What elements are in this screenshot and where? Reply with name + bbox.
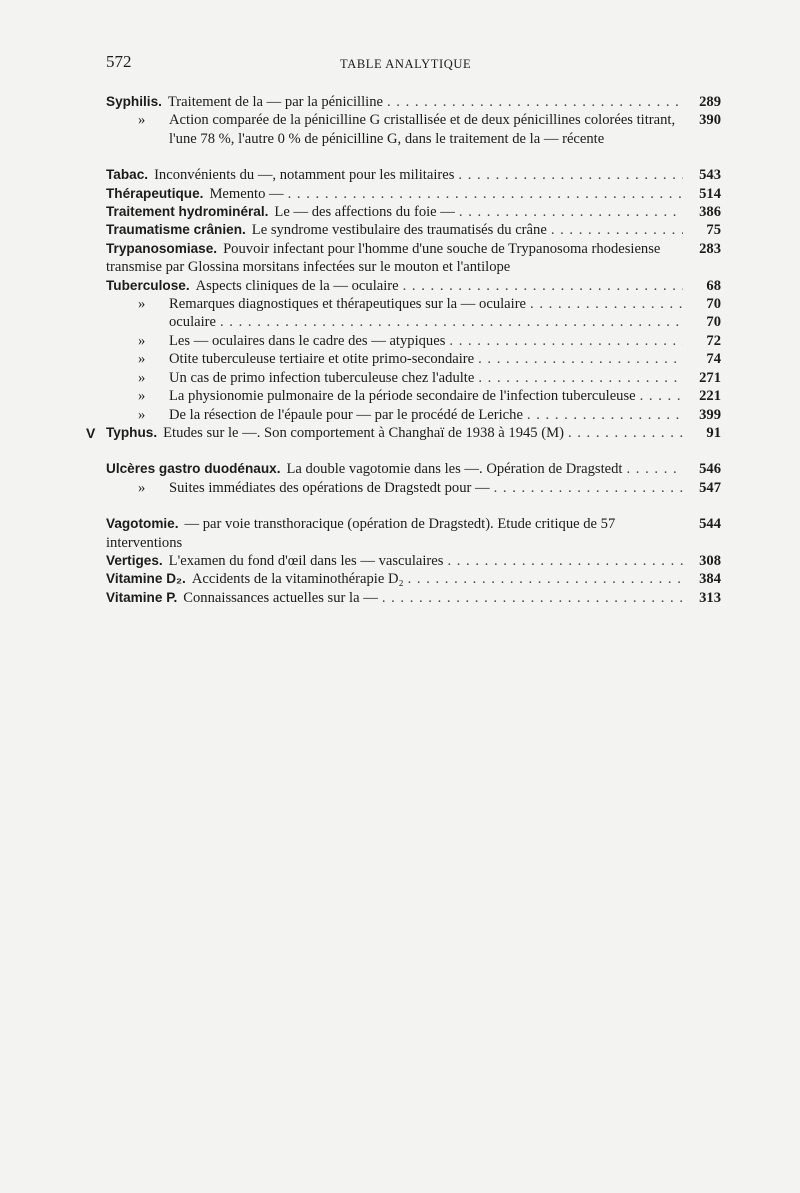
entry-text: Le syndrome vestibulaire des traumatisés du crâne: [251, 222, 547, 239]
entry-heading: Ulcères gastro duodénaux.: [106, 461, 281, 477]
page-reference: 91: [706, 424, 721, 441]
entry-text: Otite tuberculeuse tertiaire et otite primo-secondaire: [169, 351, 475, 368]
dot-leader: [387, 93, 683, 111]
page-reference: 546: [699, 461, 721, 478]
entry-heading: Thérapeutique.: [106, 185, 204, 201]
dot-leader: [527, 406, 683, 424]
dot-leader: [382, 589, 683, 607]
page-reference: 75: [706, 222, 721, 239]
subentry-marker: »: [138, 369, 146, 386]
entry-text: L'examen du fond d'œil dans les — vasculaires: [168, 552, 444, 569]
entry-text: Un cas de primo infection tuberculeuse chez l'adulte: [169, 369, 475, 386]
entry-heading: Typhus.: [106, 424, 158, 440]
dot-leader: [408, 570, 683, 588]
dot-leader: [640, 387, 683, 405]
index-entry: [106, 515, 721, 552]
entry-heading: Vitamine D₂.: [106, 571, 186, 587]
page-reference: 72: [706, 332, 721, 349]
subentry-marker: »: [138, 296, 146, 313]
index-entry: [106, 166, 721, 184]
index-entries: [86, 93, 721, 607]
page-reference: 544: [699, 516, 721, 533]
index-subentry: [106, 479, 721, 497]
entry-text: Connaissances actuelles sur la —: [183, 589, 378, 606]
dot-leader: [494, 479, 683, 497]
entry-heading: Vertiges.: [106, 552, 163, 568]
subentry-marker: »: [138, 351, 146, 368]
index-subentry: [106, 332, 721, 350]
index-entry: [106, 460, 721, 478]
entry-text: — par voie transthoracique (opération de Dragstedt). Etude critique de 57 interventions: [106, 516, 616, 551]
index-continuation: [106, 313, 721, 331]
dot-leader: [449, 332, 683, 350]
dot-leader: [530, 295, 683, 313]
page-reference: 70: [706, 314, 721, 331]
subentry-marker: »: [138, 112, 146, 129]
subentry-marker: »: [138, 388, 146, 405]
subentry-marker: »: [138, 406, 146, 423]
entry-text: La physionomie pulmonaire de la période secondaire de l'infection tuberculeuse: [169, 388, 636, 405]
dot-leader: [220, 313, 683, 331]
page-reference: 68: [706, 277, 721, 294]
page-reference: 74: [706, 351, 721, 368]
index-entry: [106, 240, 721, 277]
page-reference: 283: [699, 240, 721, 257]
entry-text: Inconvénients du —, notamment pour les militaires: [154, 167, 455, 184]
index-subentry: [106, 369, 721, 387]
entry-heading: Tuberculose.: [106, 277, 190, 293]
dot-leader: [447, 552, 683, 570]
page-reference: 390: [699, 112, 721, 129]
index-subentry: [106, 406, 721, 424]
page-number: 572: [106, 52, 132, 71]
entry-text: Pouvoir infectant pour l'homme d'une souche de Trypanosoma rhodesiense transmise par Glossina morsitans infectées sur le mouton et l'antilope: [106, 240, 661, 276]
entry-heading: Syphilis.: [106, 94, 162, 109]
index-subentry: [106, 295, 721, 313]
page-reference: 514: [699, 185, 721, 202]
page-reference: 313: [699, 589, 721, 606]
dot-leader: [459, 203, 683, 221]
page-reference: 386: [699, 204, 721, 221]
dot-leader: [551, 221, 683, 239]
index-subentry: [106, 111, 721, 148]
entry-heading: Traumatisme crânien.: [106, 222, 246, 238]
entry-text: Le — des affections du foie —: [274, 204, 455, 221]
entry-text: Les — oculaires dans le cadre des — atypiques: [169, 332, 446, 349]
index-subentry: [106, 387, 721, 405]
index-entry: [106, 277, 721, 295]
running-head: TABLE ANALYTIQUE: [340, 57, 472, 71]
dot-leader: [568, 424, 683, 442]
entry-text: oculaire: [169, 314, 216, 331]
section-gap: [106, 148, 721, 166]
entry-text: Suites immédiates des opérations de Dragstedt pour —: [169, 479, 490, 496]
index-entry: [106, 221, 721, 239]
index-entry: [106, 93, 721, 111]
entry-text: De la résection de l'épaule pour — par le procédé de Leriche: [169, 406, 523, 423]
page-reference: 289: [699, 94, 721, 110]
section-gap: [106, 497, 721, 515]
index-entry: [106, 552, 721, 570]
entry-heading: Trypanosomiase.: [106, 240, 218, 256]
page-reference: 70: [706, 296, 721, 313]
dot-leader: [478, 369, 683, 387]
index-entry: [106, 570, 721, 588]
page-reference: 399: [699, 406, 721, 423]
entry-text: Action comparée de la pénicilline G cristallisée et de deux pénicillines colorées titrant, l'une 78 %, l'autre 0 % de pénicilline G, dans le traitement de la — récente: [169, 112, 676, 147]
dot-leader: [288, 185, 683, 203]
subentry-marker: »: [138, 332, 146, 349]
index-subentry: [106, 350, 721, 368]
entry-text: Aspects cliniques de la — oculaire: [195, 277, 399, 294]
entry-heading: Traitement hydrominéral.: [106, 204, 269, 220]
dot-leader: [458, 166, 683, 184]
page-reference: 547: [699, 479, 721, 496]
dot-leader: [403, 277, 683, 295]
index-entry: [86, 424, 721, 442]
section-gap: [106, 442, 721, 460]
entry-text: Accidents de la vitaminothérapie D₂: [191, 571, 404, 588]
entry-text: Memento —: [209, 185, 284, 202]
page-reference: 271: [699, 369, 721, 386]
entry-text: La double vagotomie dans les —. Opération de Dragstedt: [286, 461, 623, 478]
page-reference: 308: [699, 552, 721, 569]
entry-text: Remarques diagnostiques et thérapeutiques sur la — oculaire: [169, 296, 527, 313]
subentry-marker: »: [138, 479, 146, 496]
dot-leader: [478, 350, 683, 368]
entry-heading: Tabac.: [106, 167, 149, 183]
entry-heading: Vagotomie.: [106, 516, 179, 532]
index-entry: [106, 185, 721, 203]
entry-text: Traitement de la — par la pénicilline: [167, 94, 383, 110]
page-reference: 221: [699, 388, 721, 405]
entry-heading: Vitamine P.: [106, 589, 178, 605]
page-reference: 384: [699, 571, 721, 588]
entry-text: Etudes sur le —. Son comportement à Changhaï de 1938 à 1945 (M): [163, 424, 564, 441]
page-reference: 543: [699, 167, 721, 184]
dot-leader: [627, 460, 684, 478]
index-entry: [106, 203, 721, 221]
index-entry: [106, 589, 721, 607]
handwritten-check-mark: V: [86, 424, 96, 441]
